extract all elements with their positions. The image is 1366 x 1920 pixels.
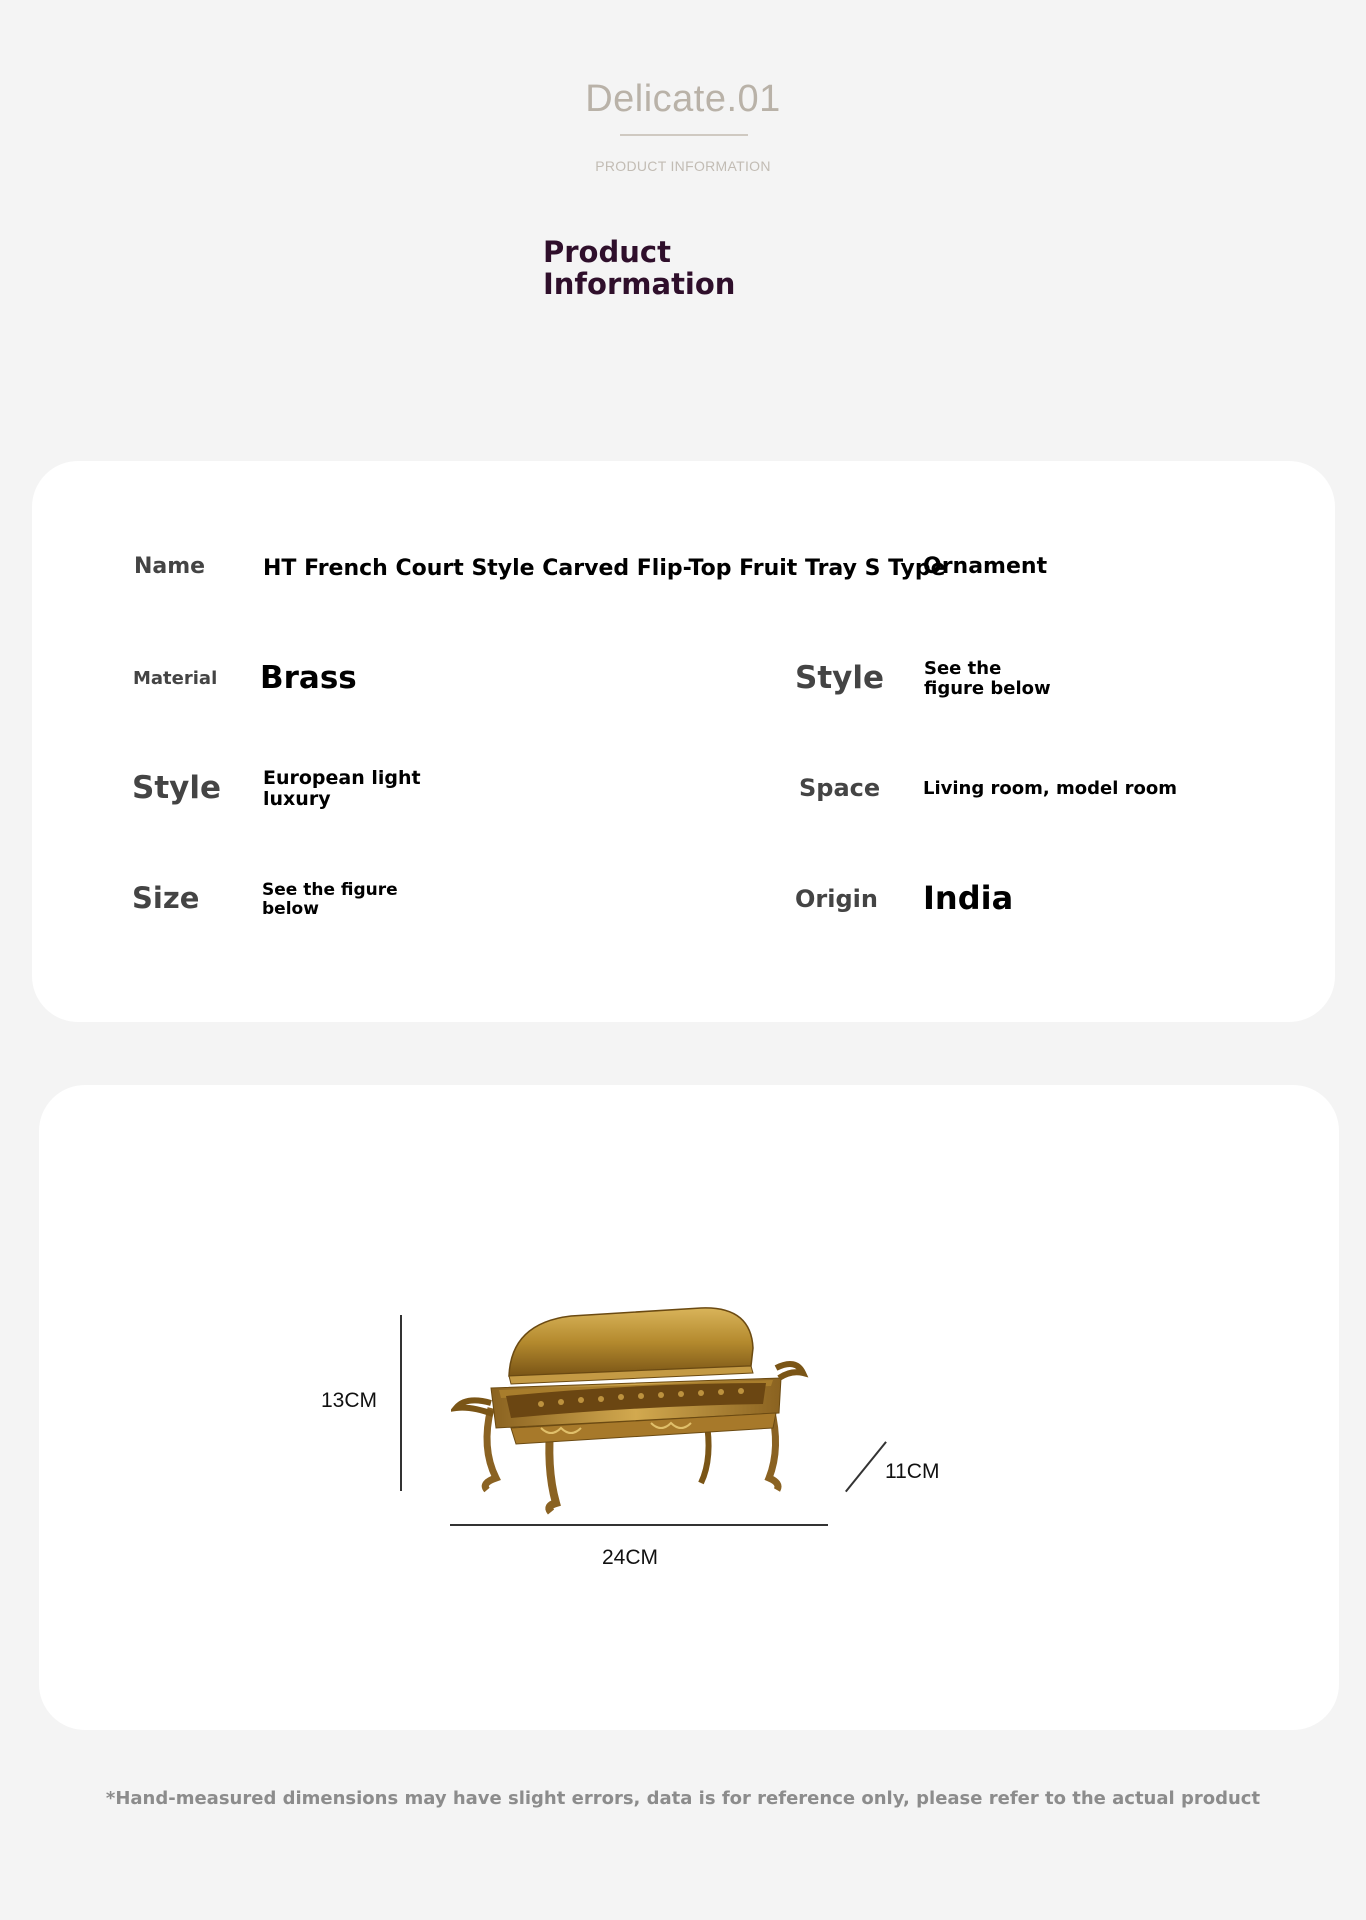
brand-title: Delicate.01: [585, 78, 781, 120]
name-label: Name: [134, 554, 206, 579]
size-value-line1: See the figure: [262, 880, 398, 900]
style-value-right-line1: See the: [924, 658, 1002, 679]
size-value: [262, 881, 398, 919]
depth-label: 11CM: [885, 1460, 940, 1483]
origin-value: India: [923, 879, 1014, 917]
category-value: Ornament: [923, 554, 1048, 579]
height-dimension-line: [400, 1315, 402, 1491]
style-label-right: Style: [795, 660, 885, 696]
style-label-left: Style: [132, 770, 222, 806]
brand-subtitle: PRODUCT INFORMATION: [595, 158, 771, 174]
style-value-left-line2: luxury: [263, 788, 331, 810]
fruit-tray-image: [451, 1278, 831, 1538]
style-value-left-line1: European light: [263, 767, 421, 789]
height-label: 13CM: [321, 1389, 378, 1412]
depth-dimension-line: [845, 1441, 886, 1492]
origin-label: Origin: [795, 885, 878, 913]
style-value-left: [263, 768, 421, 810]
space-label: Space: [799, 774, 881, 802]
width-dimension-line: [450, 1524, 828, 1526]
section-title-line2: Information: [543, 267, 736, 301]
header-divider: [620, 134, 748, 136]
section-title-line1: Product: [543, 235, 671, 269]
material-value: Brass: [260, 660, 357, 696]
size-label: Size: [132, 881, 200, 915]
width-label: 24CM: [602, 1546, 659, 1569]
material-label: Material: [133, 668, 218, 689]
section-title: [543, 236, 735, 300]
product-info-card: [32, 461, 1335, 1022]
disclaimer-footnote: *Hand-measured dimensions may have slight errors, data is for reference only, please refer to the actual product: [105, 1788, 1261, 1809]
dimensions-card: [39, 1085, 1339, 1730]
style-value-right: [924, 659, 1051, 699]
name-value: HT French Court Style Carved Flip-Top Fruit Tray S Type: [263, 556, 946, 581]
space-value: Living room, model room: [923, 778, 1177, 799]
style-value-right-line2: figure below: [924, 678, 1051, 699]
size-value-line2: below: [262, 899, 319, 919]
